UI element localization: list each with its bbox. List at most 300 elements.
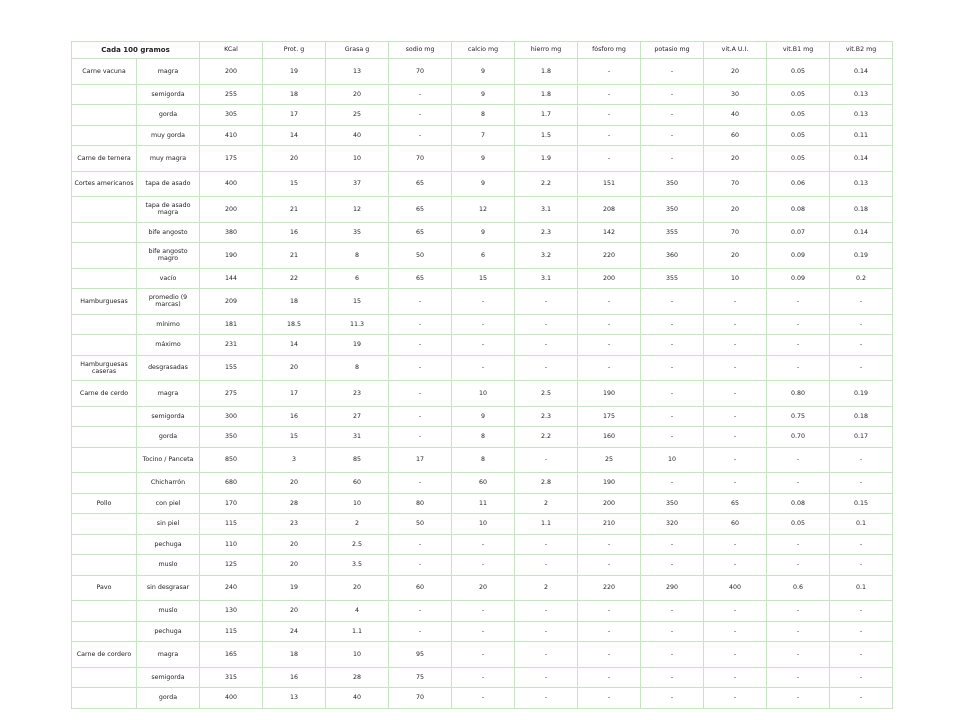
- row-group-cell: [72, 622, 136, 642]
- value-cell: 70: [389, 59, 451, 84]
- value-cell: -: [515, 555, 577, 575]
- value-cell: 22: [263, 269, 325, 289]
- value-cell: 3.1: [515, 269, 577, 289]
- row-cut-cell: sin piel: [137, 514, 199, 534]
- value-cell: -: [515, 535, 577, 555]
- row-cut-cell: gorda: [137, 427, 199, 447]
- value-cell: -: [515, 315, 577, 335]
- value-cell: 19: [263, 576, 325, 601]
- value-cell: 0.15: [830, 494, 892, 514]
- value-cell: 175: [200, 146, 262, 171]
- row-group-cell: Pollo: [72, 494, 136, 514]
- value-cell: -: [641, 105, 703, 125]
- value-cell: -: [767, 688, 829, 708]
- value-cell: 8: [326, 356, 388, 381]
- value-cell: 70: [704, 223, 766, 243]
- value-cell: 10: [326, 146, 388, 171]
- value-cell: 170: [200, 494, 262, 514]
- value-cell: -: [641, 642, 703, 667]
- value-cell: 1.5: [515, 126, 577, 146]
- table-row: [72, 85, 892, 105]
- value-cell: 9: [452, 172, 514, 197]
- row-cut-cell: semigorda: [137, 668, 199, 688]
- value-cell: -: [578, 601, 640, 621]
- value-cell: 10: [452, 514, 514, 534]
- value-cell: 200: [578, 269, 640, 289]
- value-cell: -: [704, 473, 766, 493]
- value-cell: -: [641, 315, 703, 335]
- value-cell: -: [452, 555, 514, 575]
- row-group-cell: [72, 269, 136, 289]
- value-cell: 7: [452, 126, 514, 146]
- value-cell: 190: [578, 473, 640, 493]
- row-group-cell: Carne vacuna: [72, 59, 136, 84]
- table-row: [72, 315, 892, 335]
- value-cell: 400: [200, 688, 262, 708]
- value-cell: 350: [641, 197, 703, 222]
- value-cell: -: [704, 407, 766, 427]
- value-cell: 10: [326, 494, 388, 514]
- row-group-cell: [72, 335, 136, 355]
- value-cell: 65: [704, 494, 766, 514]
- row-group-cell: [72, 688, 136, 708]
- value-cell: 16: [263, 223, 325, 243]
- value-cell: 60: [704, 126, 766, 146]
- table-row: [72, 269, 892, 289]
- value-cell: -: [704, 448, 766, 473]
- value-cell: -: [830, 289, 892, 314]
- value-cell: 0.14: [830, 146, 892, 171]
- value-cell: -: [704, 289, 766, 314]
- value-cell: 20: [704, 197, 766, 222]
- value-cell: 115: [200, 514, 262, 534]
- value-cell: 0.09: [767, 243, 829, 268]
- value-cell: 16: [263, 668, 325, 688]
- value-cell: 300: [200, 407, 262, 427]
- table-row: [72, 494, 892, 514]
- row-group-cell: Carne de cerdo: [72, 381, 136, 406]
- value-cell: 20: [263, 555, 325, 575]
- value-cell: 0.05: [767, 146, 829, 171]
- value-cell: 18.5: [263, 315, 325, 335]
- row-group-cell: Hamburguesas: [72, 289, 136, 314]
- value-cell: 125: [200, 555, 262, 575]
- value-cell: 350: [641, 172, 703, 197]
- value-cell: -: [515, 642, 577, 667]
- row-group-cell: [72, 448, 136, 473]
- value-cell: 220: [578, 576, 640, 601]
- value-cell: 17: [263, 381, 325, 406]
- value-cell: -: [704, 315, 766, 335]
- value-cell: 2: [515, 494, 577, 514]
- value-cell: 9: [452, 223, 514, 243]
- value-cell: -: [515, 289, 577, 314]
- value-cell: 10: [326, 642, 388, 667]
- value-cell: 25: [578, 448, 640, 473]
- row-group-cell: [72, 243, 136, 268]
- value-cell: 0.18: [830, 197, 892, 222]
- row-group-cell: [72, 126, 136, 146]
- value-cell: 0.19: [830, 381, 892, 406]
- value-cell: -: [767, 601, 829, 621]
- value-cell: 20: [263, 535, 325, 555]
- row-cut-cell: desgrasadas: [137, 356, 199, 381]
- value-cell: 9: [452, 59, 514, 84]
- value-cell: 110: [200, 535, 262, 555]
- row-group-cell: [72, 555, 136, 575]
- value-cell: 70: [389, 146, 451, 171]
- value-cell: 40: [704, 105, 766, 125]
- row-cut-cell: gorda: [137, 688, 199, 708]
- value-cell: -: [767, 535, 829, 555]
- value-cell: 290: [641, 576, 703, 601]
- value-cell: -: [641, 59, 703, 84]
- value-cell: 21: [263, 197, 325, 222]
- value-cell: 208: [578, 197, 640, 222]
- value-cell: 80: [389, 494, 451, 514]
- value-cell: -: [578, 146, 640, 171]
- value-cell: 160: [578, 427, 640, 447]
- row-group-cell: [72, 105, 136, 125]
- row-cut-cell: mínimo: [137, 315, 199, 335]
- value-cell: 15: [452, 269, 514, 289]
- value-cell: 255: [200, 85, 262, 105]
- value-cell: 14: [263, 126, 325, 146]
- table-row: [72, 59, 892, 84]
- value-cell: -: [641, 126, 703, 146]
- value-cell: 20: [263, 356, 325, 381]
- row-cut-cell: pechuga: [137, 622, 199, 642]
- row-group-cell: [72, 85, 136, 105]
- value-cell: 20: [452, 576, 514, 601]
- value-cell: 155: [200, 356, 262, 381]
- value-cell: -: [389, 335, 451, 355]
- value-cell: 16: [263, 407, 325, 427]
- row-cut-cell: Chicharrón: [137, 473, 199, 493]
- value-cell: -: [830, 642, 892, 667]
- value-cell: -: [641, 688, 703, 708]
- row-cut-cell: tapa de asado: [137, 172, 199, 197]
- value-cell: -: [641, 601, 703, 621]
- header-cell-calcium: calcio mg: [452, 42, 514, 58]
- value-cell: 60: [389, 576, 451, 601]
- value-cell: -: [515, 601, 577, 621]
- value-cell: -: [578, 335, 640, 355]
- value-cell: 20: [263, 601, 325, 621]
- value-cell: 130: [200, 601, 262, 621]
- value-cell: -: [704, 642, 766, 667]
- value-cell: -: [641, 535, 703, 555]
- value-cell: -: [452, 642, 514, 667]
- value-cell: 220: [578, 243, 640, 268]
- value-cell: -: [704, 668, 766, 688]
- row-cut-cell: semigorda: [137, 407, 199, 427]
- value-cell: -: [578, 535, 640, 555]
- value-cell: 65: [389, 197, 451, 222]
- value-cell: 0.09: [767, 269, 829, 289]
- value-cell: -: [830, 555, 892, 575]
- table-row: [72, 535, 892, 555]
- value-cell: -: [578, 315, 640, 335]
- row-group-cell: [72, 197, 136, 222]
- value-cell: 19: [263, 59, 325, 84]
- value-cell: -: [578, 356, 640, 381]
- value-cell: 10: [704, 269, 766, 289]
- value-cell: -: [578, 289, 640, 314]
- table-row: [72, 514, 892, 534]
- value-cell: -: [830, 622, 892, 642]
- value-cell: -: [389, 622, 451, 642]
- value-cell: 190: [578, 381, 640, 406]
- value-cell: -: [641, 381, 703, 406]
- value-cell: -: [452, 315, 514, 335]
- value-cell: 10: [452, 381, 514, 406]
- value-cell: 0.14: [830, 59, 892, 84]
- value-cell: -: [389, 381, 451, 406]
- value-cell: 65: [389, 269, 451, 289]
- value-cell: 0.14: [830, 223, 892, 243]
- row-group-cell: [72, 427, 136, 447]
- row-group-cell: [72, 407, 136, 427]
- value-cell: -: [578, 85, 640, 105]
- value-cell: 19: [326, 335, 388, 355]
- table-row: [72, 668, 892, 688]
- value-cell: 2: [326, 514, 388, 534]
- header-cell-vit-b1: vit.B1 mg: [767, 42, 829, 58]
- value-cell: 0.1: [830, 514, 892, 534]
- value-cell: 20: [326, 576, 388, 601]
- value-cell: 30: [704, 85, 766, 105]
- value-cell: -: [704, 335, 766, 355]
- value-cell: 9: [452, 407, 514, 427]
- value-cell: 18: [263, 289, 325, 314]
- value-cell: 350: [641, 494, 703, 514]
- row-group-cell: [72, 514, 136, 534]
- value-cell: 0.13: [830, 105, 892, 125]
- value-cell: 0.08: [767, 197, 829, 222]
- row-cut-cell: sin desgrasar: [137, 576, 199, 601]
- row-cut-cell: magra: [137, 59, 199, 84]
- row-group-cell: Carne de cordero: [72, 642, 136, 667]
- value-cell: 8: [452, 105, 514, 125]
- row-cut-cell: gorda: [137, 105, 199, 125]
- value-cell: 3.5: [326, 555, 388, 575]
- value-cell: -: [641, 555, 703, 575]
- value-cell: -: [389, 85, 451, 105]
- value-cell: -: [830, 335, 892, 355]
- table-row: [72, 601, 892, 621]
- table-row: [72, 146, 892, 171]
- value-cell: 3.2: [515, 243, 577, 268]
- table-row: [72, 576, 892, 601]
- table-row: [72, 381, 892, 406]
- value-cell: 50: [389, 514, 451, 534]
- value-cell: -: [578, 126, 640, 146]
- header-cell-sodium: sodio mg: [389, 42, 451, 58]
- row-cut-cell: magra: [137, 381, 199, 406]
- value-cell: 15: [326, 289, 388, 314]
- value-cell: 240: [200, 576, 262, 601]
- value-cell: -: [578, 642, 640, 667]
- table-row: [72, 197, 892, 222]
- value-cell: -: [704, 356, 766, 381]
- value-cell: 15: [263, 172, 325, 197]
- value-cell: -: [704, 688, 766, 708]
- table-row: [72, 407, 892, 427]
- value-cell: 1.1: [515, 514, 577, 534]
- value-cell: -: [389, 105, 451, 125]
- value-cell: 35: [326, 223, 388, 243]
- value-cell: 0.05: [767, 105, 829, 125]
- value-cell: 0.06: [767, 172, 829, 197]
- value-cell: -: [704, 427, 766, 447]
- row-group-cell: Carne de ternera: [72, 146, 136, 171]
- value-cell: -: [830, 668, 892, 688]
- row-cut-cell: Tocino / Panceta: [137, 448, 199, 473]
- value-cell: 2.2: [515, 427, 577, 447]
- table-row: [72, 622, 892, 642]
- value-cell: 3.1: [515, 197, 577, 222]
- value-cell: -: [767, 356, 829, 381]
- value-cell: 410: [200, 126, 262, 146]
- value-cell: 11: [452, 494, 514, 514]
- value-cell: 165: [200, 642, 262, 667]
- value-cell: 14: [263, 335, 325, 355]
- value-cell: 8: [326, 243, 388, 268]
- value-cell: 20: [263, 473, 325, 493]
- value-cell: -: [515, 688, 577, 708]
- value-cell: 1.8: [515, 85, 577, 105]
- table-row: [72, 126, 892, 146]
- value-cell: -: [389, 289, 451, 314]
- row-cut-cell: muslo: [137, 555, 199, 575]
- value-cell: 2.3: [515, 223, 577, 243]
- row-cut-cell: con piel: [137, 494, 199, 514]
- value-cell: 0.13: [830, 85, 892, 105]
- table-row: [72, 427, 892, 447]
- value-cell: 142: [578, 223, 640, 243]
- value-cell: 40: [326, 126, 388, 146]
- value-cell: 2.8: [515, 473, 577, 493]
- row-cut-cell: semigorda: [137, 85, 199, 105]
- value-cell: 0.18: [830, 407, 892, 427]
- value-cell: -: [641, 356, 703, 381]
- value-cell: -: [452, 356, 514, 381]
- value-cell: 0.2: [830, 269, 892, 289]
- value-cell: -: [389, 356, 451, 381]
- value-cell: 75: [389, 668, 451, 688]
- value-cell: 0.05: [767, 59, 829, 84]
- value-cell: 20: [326, 85, 388, 105]
- value-cell: 320: [641, 514, 703, 534]
- value-cell: 2.2: [515, 172, 577, 197]
- table-row: [72, 688, 892, 708]
- value-cell: -: [578, 105, 640, 125]
- value-cell: -: [704, 601, 766, 621]
- value-cell: -: [389, 126, 451, 146]
- table-row: [72, 356, 892, 381]
- value-cell: -: [389, 315, 451, 335]
- value-cell: -: [578, 555, 640, 575]
- value-cell: 65: [389, 172, 451, 197]
- value-cell: -: [578, 622, 640, 642]
- value-cell: 20: [704, 146, 766, 171]
- row-cut-cell: magra: [137, 642, 199, 667]
- value-cell: 10: [641, 448, 703, 473]
- value-cell: 0.80: [767, 381, 829, 406]
- value-cell: -: [830, 688, 892, 708]
- header-cell-fat: Grasa g: [326, 42, 388, 58]
- header-cell-kcal: KCal: [200, 42, 262, 58]
- value-cell: -: [641, 289, 703, 314]
- value-cell: -: [830, 448, 892, 473]
- value-cell: 380: [200, 223, 262, 243]
- value-cell: -: [389, 427, 451, 447]
- row-cut-cell: máximo: [137, 335, 199, 355]
- value-cell: -: [830, 356, 892, 381]
- value-cell: 0.11: [830, 126, 892, 146]
- value-cell: 0.70: [767, 427, 829, 447]
- value-cell: -: [767, 289, 829, 314]
- value-cell: -: [389, 535, 451, 555]
- value-cell: 31: [326, 427, 388, 447]
- row-group-cell: [72, 668, 136, 688]
- value-cell: 350: [200, 427, 262, 447]
- value-cell: 0.6: [767, 576, 829, 601]
- value-cell: -: [767, 315, 829, 335]
- value-cell: 3: [263, 448, 325, 473]
- table-row: [72, 289, 892, 314]
- value-cell: -: [767, 555, 829, 575]
- value-cell: 65: [389, 223, 451, 243]
- row-cut-cell: muy gorda: [137, 126, 199, 146]
- table-body: [72, 59, 892, 708]
- value-cell: 23: [263, 514, 325, 534]
- value-cell: 60: [326, 473, 388, 493]
- value-cell: -: [452, 601, 514, 621]
- value-cell: -: [389, 601, 451, 621]
- value-cell: 60: [452, 473, 514, 493]
- header-cell-vit-a: vit.A U.I.: [704, 42, 766, 58]
- table-row: [72, 555, 892, 575]
- value-cell: 13: [326, 59, 388, 84]
- value-cell: -: [515, 356, 577, 381]
- value-cell: 0.75: [767, 407, 829, 427]
- value-cell: -: [767, 622, 829, 642]
- value-cell: -: [767, 448, 829, 473]
- value-cell: 95: [389, 642, 451, 667]
- value-cell: 0.05: [767, 126, 829, 146]
- row-cut-cell: pechuga: [137, 535, 199, 555]
- table-row: [72, 172, 892, 197]
- table-row: [72, 642, 892, 667]
- value-cell: 144: [200, 269, 262, 289]
- row-cut-cell: vacío: [137, 269, 199, 289]
- table-row: [72, 448, 892, 473]
- value-cell: 200: [200, 59, 262, 84]
- value-cell: -: [515, 448, 577, 473]
- row-group-cell: [72, 473, 136, 493]
- value-cell: 115: [200, 622, 262, 642]
- value-cell: 37: [326, 172, 388, 197]
- value-cell: 2.5: [326, 535, 388, 555]
- value-cell: -: [452, 622, 514, 642]
- value-cell: 1.1: [326, 622, 388, 642]
- value-cell: 355: [641, 223, 703, 243]
- value-cell: 15: [263, 427, 325, 447]
- value-cell: 8: [452, 448, 514, 473]
- row-group-cell: [72, 223, 136, 243]
